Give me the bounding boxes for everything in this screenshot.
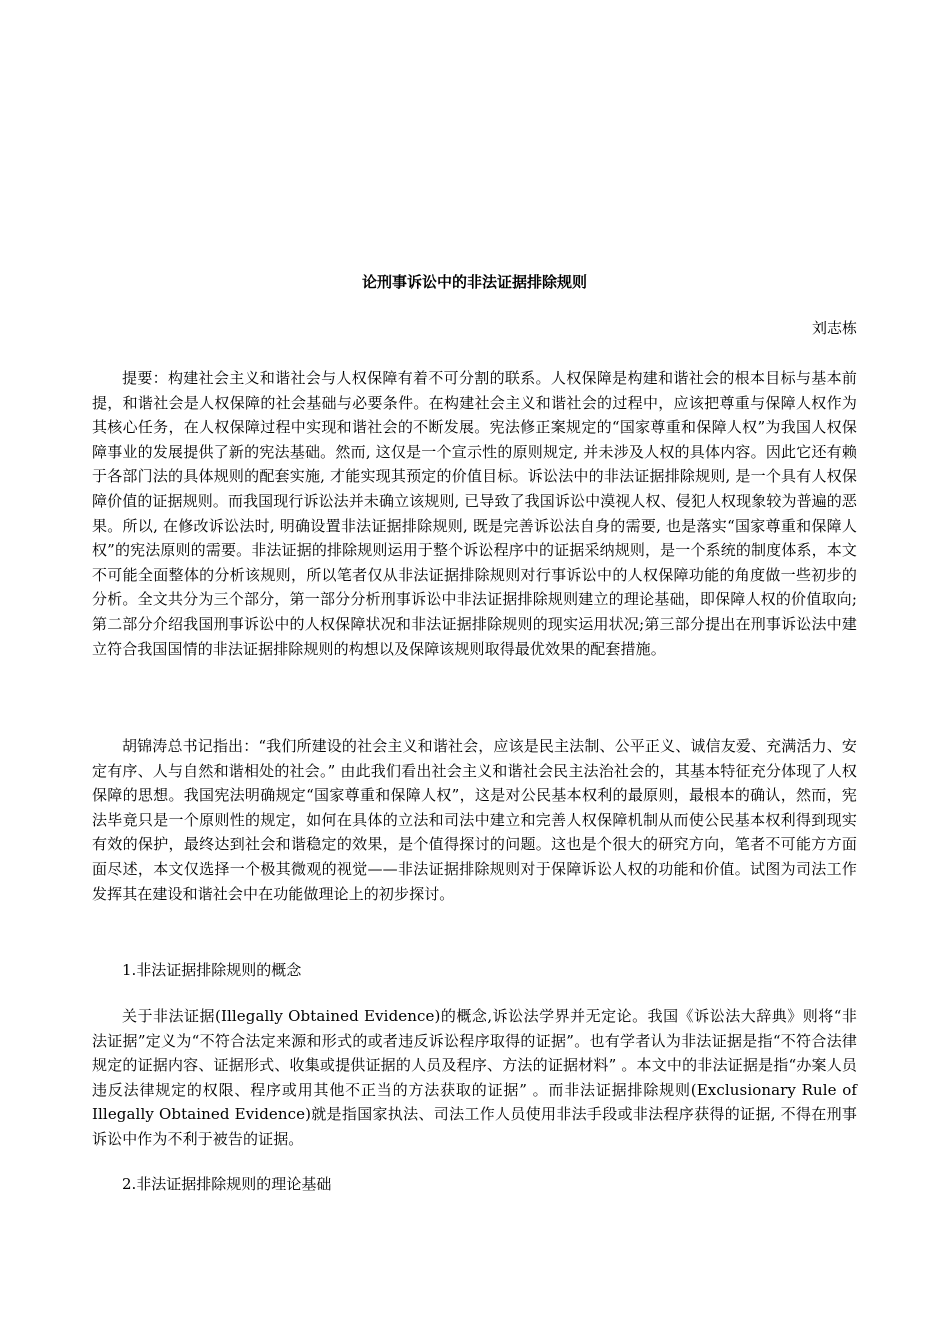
section-heading-concept: 1.非法证据排除规则的概念 bbox=[122, 961, 302, 979]
author-name: 刘志栋 bbox=[811, 319, 857, 337]
concept-paragraph: 关于非法证据(Illegally Obtained Evidence)的概念,诉讼法学界并无定论。我国《诉讼法大辞典》则将“非法证据”定义为“不符合法定来源和形式的或者违反诉讼程序取得的证据”。也有学者认为非法证据是指“不符合法律规定的证据内容、证据形式、收集或提供证据的人员及程序、方法的证据材料” 。本文中的非法证据是指“办案人员违反法律规定的权限、程序或用其他不正当的方法获取的证据” 。而非法证据排除规则(Exclusionary Rule of Illegally Obtained Evidence)就是指国家执法、司法工作人员使用非法手段或非法程序获得的证据, 不得在刑事诉讼中作为不利于被告的证据。 bbox=[92, 1007, 857, 1148]
abstract-paragraph: 提要：构建社会主义和谐社会与人权保障有着不可分割的联系。人权保障是构建和谐社会的根本目标与基本前提，和谐社会是人权保障的社会基础与必要条件。在构建社会主义和谐社会的过程中，应该把尊重与保障人权作为其核心任务，在人权保障过程中实现和谐社会的不断发展。宪法修正案规定的“国家尊重和保障人权”为我国人权保障事业的发展提供了新的宪法基础。然而, 这仅是一个宣示性的原则规定, 并未涉及人权的具体内容。因此它还有赖于各部门法的具体规则的配套实施, 才能实现其预定的价值目标。诉讼法中的非法证据排除规则, 是一个具有人权保障价值的证据规则。而我国现行诉讼法并未确立该规则, 已导致了我国诉讼中漠视人权、侵犯人权现象较为普遍的恶果。所以, 在修改诉讼法时, 明确设置非法证据排除规则, 既是完善诉讼法自身的需要, 也是落实“国家尊重和保障人权”的宪法原则的需要。非法证据的排除规则运用于整个诉讼程序中的证据采纳规则，是一个系统的制度体系，本文不可能全面整体的分析该规则，所以笔者仅从非法证据排除规则对行事诉讼中的人权保障功能的角度做一些初步的分析。全文共分为三个部分，第一部分分析刑事诉讼中非法证据排除规则建立的理论基础，即保障人权的价值取向;第二部分介绍我国刑事诉讼中的人权保障状况和非法证据排除规则的现实运用状况;第三部分提出在刑事诉讼法中建立符合我国国情的非法证据排除规则的构想以及保障该规则取得最优效果的配套措施。 bbox=[92, 369, 857, 658]
intro-paragraph: 胡锦涛总书记指出：“我们所建设的社会主义和谐社会，应该是民主法制、公平正义、诚信友爱、充满活力、安定有序、人与自然和谐相处的社会。” 由此我们看出社会主义和谐社会民主法治社会的，其基本特征充分体现了人权保障的思想。我国宪法明确规定“国家尊重和保障人权”，这是对公民基本权利的最原则，最根本的确认，然而，宪法毕竟只是一个原则性的规定，如何在具体的立法和司法中建立和完善人权保障机制从而使公民基本权利得到现实有效的保护，最终达到社会和谐稳定的效果，是个值得探讨的问题。这也是个很大的研究方向，笔者不可能方方面面尽述，本文仅选择一个极其微观的视觉——非法证据排除规则对于保障诉讼人权的功能和价值。试图为司法工作发挥其在建设和谐社会中在功能做理论上的初步探讨。 bbox=[92, 737, 857, 903]
document-title: 论刑事诉讼中的非法证据排除规则 bbox=[361, 273, 587, 291]
section-heading-theory: 2.非法证据排除规则的理论基础 bbox=[122, 1175, 332, 1193]
